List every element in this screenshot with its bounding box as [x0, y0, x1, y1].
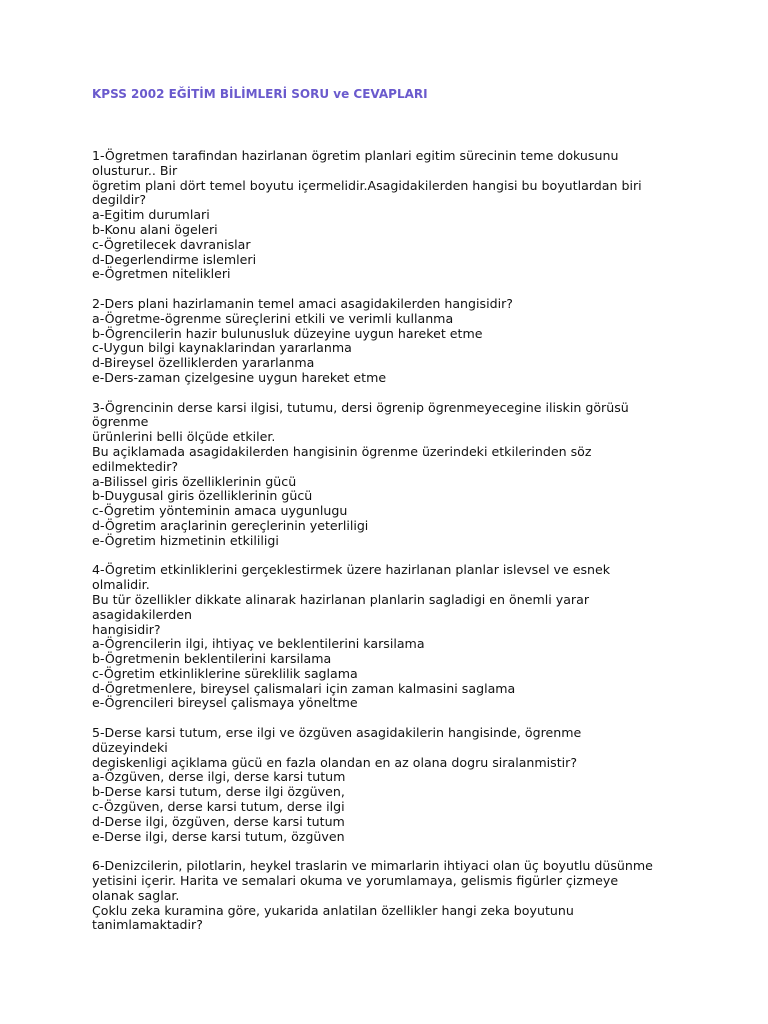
text-line: tanimlamaktadir? — [92, 917, 203, 933]
text-line: ögrenme — [92, 414, 149, 430]
answer-option: b-Ögrencilerin hazir bulunusluk düzeyine uygun hareket etme — [92, 325, 483, 341]
text-line: 1-Ögretmen tarafindan hazirlanan ögretim planlari egitim sürecinin teme dokusunu — [92, 148, 619, 163]
text-line: düzeyindeki — [92, 739, 168, 755]
text-line: 6-Denizcilerin, pilotlarin, heykel traslarin ve mimarlarin ihtiyaci olan üç boyutlu düsünme — [92, 858, 653, 874]
text-line: degiskenligi açiklama gücü en fazla olandan en az olana dogru siralanmistir? — [92, 754, 578, 770]
answer-option: c-Ögretilecek davranislar — [92, 236, 251, 252]
answer-option: c-Özgüven, derse karsi tutum, derse ilgi — [92, 799, 345, 815]
question-block — [92, 859, 712, 933]
text-line: degildir? — [92, 192, 147, 208]
answer-option: a-Egitim durumlari — [92, 207, 210, 223]
text-line: Çoklu zeka kuramina göre, yukarida anlatilan özellikler hangi zeka boyutunu — [92, 902, 574, 918]
answer-option: d-Ögretmenlere, bireysel çalismalari için zaman kalmasini saglama — [92, 680, 516, 696]
text-line: ögretim plani dört temel boyutu içermelidir.Asagidakilerden hangisi bu boyutlardan biri — [92, 177, 642, 193]
document-content — [92, 149, 712, 948]
text-line: ürünlerini belli ölçüde etkiler. — [92, 429, 276, 445]
text-line: 4-Ögretim etkinliklerini gerçeklestirmek üzere hazirlanan planlar islevsel ve esnek — [92, 562, 611, 578]
text-line: Bu tür özellikler dikkate alinarak hazirlanan planlarin sagladigi en önemli yarar — [92, 591, 589, 607]
answer-option: d-Ögretim araçlarinin gereçlerinin yeterliligi — [92, 517, 369, 533]
text-line: yetisini içerir. Harita ve semalari okuma ve yorumlamaya, gelismis figürler çizmeye — [92, 873, 619, 889]
text-line: hangisidir? — [92, 621, 161, 637]
answer-option: c-Ögretim etkinliklerine süreklilik saglama — [92, 665, 358, 681]
text-line: olusturur.. Bir — [92, 162, 178, 178]
answer-option: c-Ögretim yönteminin amaca uygunlugu — [92, 503, 348, 519]
answer-option: d-Bireysel özelliklerden yararlanma — [92, 355, 315, 371]
text-line: 2-Ders plani hazirlamanin temel amaci asagidakilerden hangisidir? — [92, 295, 513, 311]
question-block — [92, 297, 712, 386]
answer-option: a-Bilissel giris özelliklerinin gücü — [92, 473, 297, 489]
answer-option: e-Ders-zaman çizelgesine uygun hareket etme — [92, 369, 387, 385]
answer-option: c-Uygun bilgi kaynaklarindan yararlanma — [92, 340, 352, 356]
answer-option: a-Ögretme-ögrenme süreçlerini etkili ve verimli kullanma — [92, 310, 454, 326]
question-block — [92, 563, 712, 711]
text-line: Bu açiklamada asagidakilerden hangisinin ögrenme üzerindeki etkilerinden söz — [92, 443, 592, 459]
answer-option: a-Ögrencilerin ilgi, ihtiyaç ve beklentilerini karsilama — [92, 636, 425, 652]
answer-option: b-Duygusal giris özelliklerinin gücü — [92, 488, 313, 504]
answer-option: b-Ögretmenin beklentilerini karsilama — [92, 651, 332, 667]
answer-option: b-Konu alani ögeleri — [92, 221, 218, 237]
text-line: asagidakilerden — [92, 606, 192, 622]
answer-option: d-Derse ilgi, özgüven, derse karsi tutum — [92, 813, 345, 829]
answer-option: e-Ögrencileri bireysel çalismaya yöneltme — [92, 695, 358, 711]
answer-option: d-Degerlendirme islemleri — [92, 251, 257, 267]
text-line: 5-Derse karsi tutum, erse ilgi ve özgüven asagidakilerin hangisinde, ögrenme — [92, 725, 582, 741]
text-line: edilmektedir? — [92, 458, 179, 474]
text-line: 3-Ögrencinin derse karsi ilgisi, tutumu, dersi ögrenip ögrenmeyecegine iliskin görüsü — [92, 399, 629, 415]
question-block — [92, 726, 712, 844]
answer-option: a-Özgüven, derse ilgi, derse karsi tutum — [92, 769, 346, 785]
answer-option: e-Derse ilgi, derse karsi tutum, özgüven — [92, 828, 345, 844]
text-line: olanak saglar. — [92, 887, 180, 903]
question-block — [92, 149, 712, 282]
answer-option: b-Derse karsi tutum, derse ilgi özgüven, — [92, 784, 345, 800]
question-block — [92, 401, 712, 549]
document-title: KPSS 2002 EĞİTİM BİLİMLERİ SORU ve CEVAPLARI — [92, 87, 428, 101]
answer-option: e-Ögretim hizmetinin etkililigi — [92, 532, 279, 548]
text-line: olmalidir. — [92, 577, 150, 593]
answer-option: e-Ögretmen nitelikleri — [92, 266, 231, 282]
